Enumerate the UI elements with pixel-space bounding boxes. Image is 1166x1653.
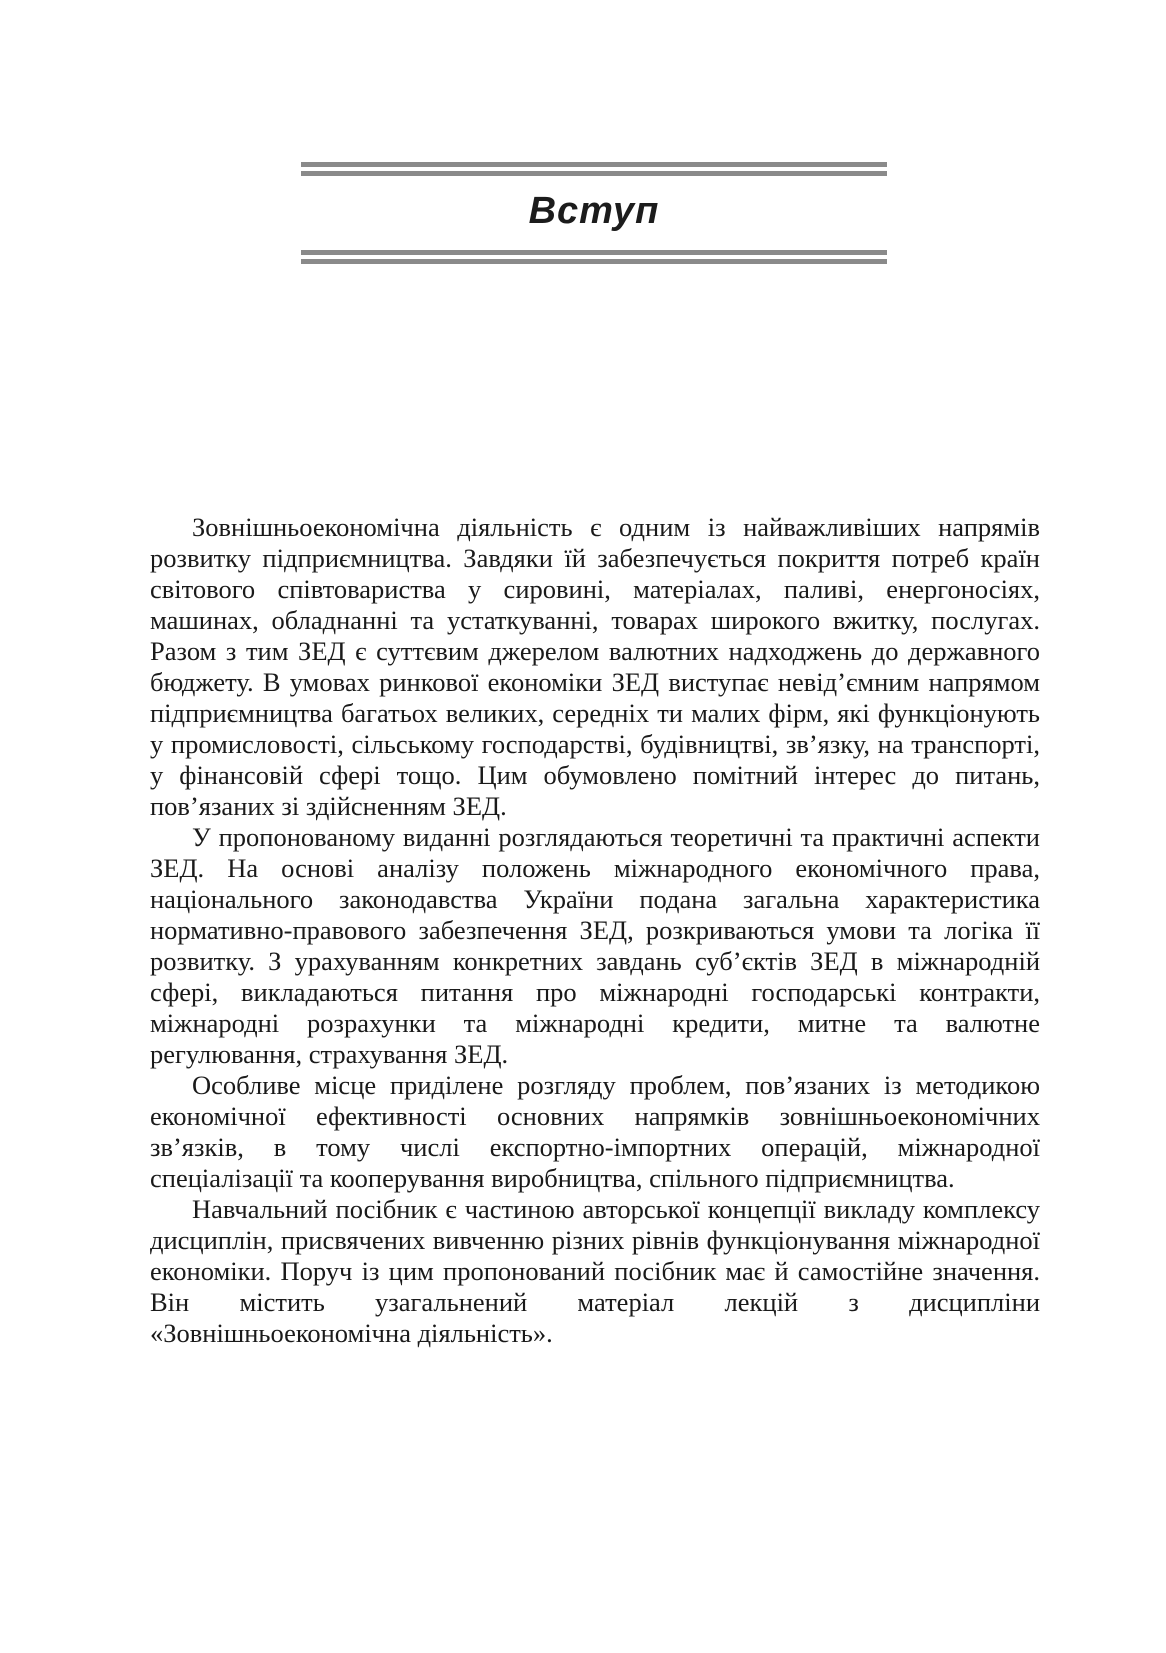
body-text — [150, 512, 1040, 1349]
chapter-title: Вступ — [528, 190, 660, 232]
paragraph-3: Особливе місце приділене розгляду проблем, пов’язаних із методикою економічної ефективності основних напрямків зовнішньоекономічних зв’язків, в тому числі експортно-імпортних операцій, міжнародної спеціалізації та кооперування виробництва, спільного підприємництва. — [150, 1070, 1040, 1193]
bottom-rule-1 — [301, 250, 887, 255]
chapter-title-block — [301, 162, 887, 264]
bottom-rule-2 — [301, 259, 887, 264]
top-rule-1 — [301, 162, 887, 167]
paragraph-1: Зовнішньоекономічна діяльність є одним із найважливіших напрямів розвитку підприємництва. Завдяки їй забезпечується покриття потреб країн світового співтовариства у сировині, матеріалах, паливі, енергоносіях, машинах, обладнанні та устаткуванні, товарах широкого вжитку, послугах. Разом з тим ЗЕД є суттєвим джерелом валютних надходжень до державного бюджету. В умовах ринкової економіки ЗЕД виступає невід’ємним напрямом підприємництва багатьох великих, середніх ти малих фірм, які функціонують у промисловості, сільському господарстві, будівництві, зв’язку, на транспорті, у фінансовій сфері тощо. Цим обумовлено помітний інтерес до питань, пов’язаних зі здійсненням ЗЕД. — [150, 512, 1040, 821]
paragraph-4: Навчальний посібник є частиною авторської концепції викладу комплексу дисциплін, присвячених вивченню різних рівнів функціонування міжнародної економіки. Поруч із цим пропонований посібник має й самостійне значення. Він містить узагальнений матеріал лекцій з дисципліни «Зовнішньоекономічна діяльність». — [150, 1194, 1040, 1348]
paragraph-2: У пропонованому виданні розглядаються теоретичні та практичні аспекти ЗЕД. На основі аналізу положень міжнародного економічного права, національного законодавства України подана загальна характеристика нормативно-правового забезпечення ЗЕД, розкриваються умови та логіка її розвитку. З урахуванням конкретних завдань суб’єктів ЗЕД в міжнародній сфері, викладаються питання про міжнародні господарські контракти, міжнародні розрахунки та міжнародні кредити, митне та валютне регулювання, страхування ЗЕД. — [150, 822, 1040, 1069]
